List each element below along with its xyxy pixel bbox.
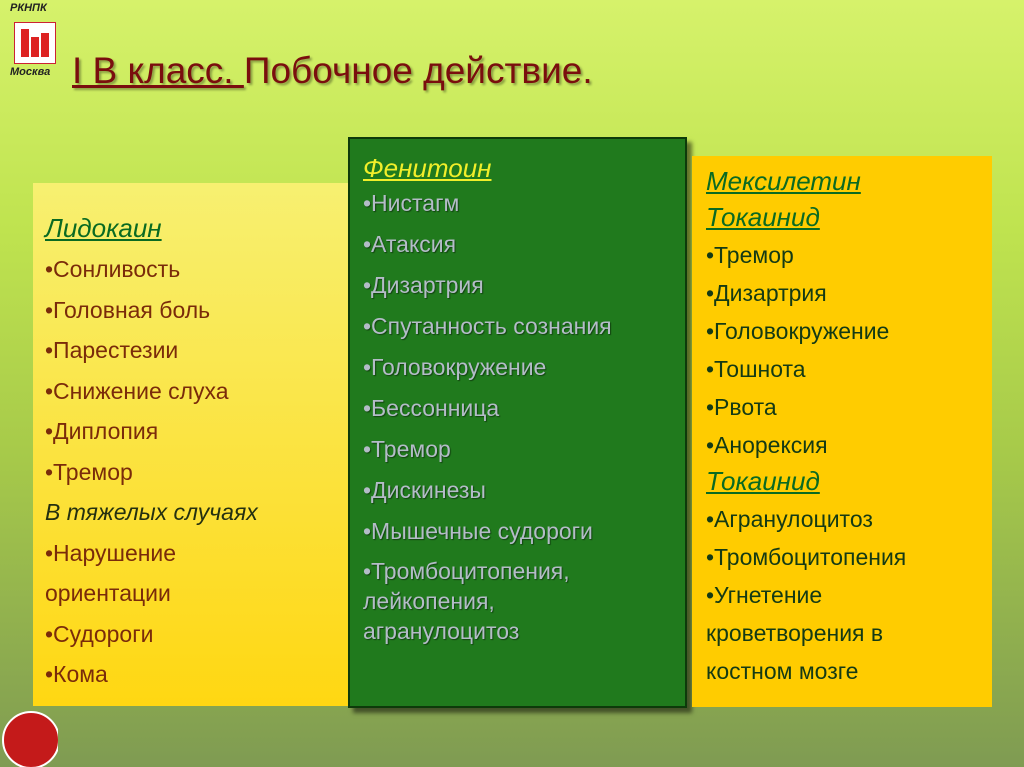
phenytoin-list xyxy=(363,183,685,646)
logo-bottom-text: Москва xyxy=(10,66,51,78)
lidocaine-panel xyxy=(33,183,351,706)
list-item: ориентации xyxy=(45,580,171,606)
list-item: •Парестезии xyxy=(45,337,179,363)
logo-mark xyxy=(14,22,56,64)
mexiletine-panel xyxy=(692,156,992,707)
list-item: •Тремор xyxy=(706,242,794,268)
list-item: •Диплопия xyxy=(45,418,159,444)
title-class: I В класс. xyxy=(72,50,244,91)
phenytoin-panel xyxy=(348,137,687,708)
list-item: •Атаксия xyxy=(363,231,457,257)
mexiletine-heading: Мексилетин xyxy=(706,166,861,196)
list-item: •Тремор xyxy=(45,458,133,485)
list-item: •Агранулоцитоз xyxy=(706,506,873,532)
list-item: •Тромбоцитопения xyxy=(706,544,907,570)
list-item: лейкопения, xyxy=(363,588,495,614)
list-item: агранулоцитоз xyxy=(363,618,520,644)
list-item: •Головокружение xyxy=(706,318,890,344)
list-item: •Нистагм xyxy=(363,190,460,216)
list-item: •Головная боль xyxy=(45,296,211,323)
list-item: •Дизартрия xyxy=(706,280,827,306)
list-item: кроветворения в xyxy=(706,620,884,646)
list-item: •Дизартрия xyxy=(363,272,484,298)
list-item: •Дискинезы xyxy=(363,477,486,503)
logo-bar xyxy=(21,29,29,57)
list-item: •Тромбоцитопения, xyxy=(363,558,570,584)
list-item: •Судороги xyxy=(45,620,154,647)
list-item: костном мозге xyxy=(706,658,859,684)
title-rest: Побочное действие. xyxy=(243,50,593,91)
list-item: •Рвота xyxy=(706,394,777,420)
logo-bar xyxy=(31,37,39,57)
society-seal-icon xyxy=(0,705,58,767)
logo-top-text: РКНПК xyxy=(10,2,47,14)
list-item: •Бессонница xyxy=(363,395,500,421)
list-item: •Спутанность сознания xyxy=(363,313,612,339)
seal-circle xyxy=(2,711,58,767)
lidocaine-heading: Лидокаин xyxy=(45,213,162,243)
list-item: •Угнетение xyxy=(706,582,823,608)
slide-title xyxy=(72,50,593,92)
list-item: •Сонливость xyxy=(45,256,181,282)
list-item: •Анорексия xyxy=(706,432,828,458)
tocainide-heading: Токаинид xyxy=(706,202,820,232)
list-item: •Мышечные судороги xyxy=(363,518,593,544)
lidocaine-list xyxy=(45,249,351,695)
list-item: •Кома xyxy=(45,661,108,687)
logo-bar xyxy=(41,33,49,57)
mexiletine-list xyxy=(706,236,992,464)
list-item: •Снижение слуха xyxy=(45,377,229,404)
phenytoin-heading: Фенитоин xyxy=(363,153,492,183)
list-item: •Головокружение xyxy=(363,354,547,380)
list-item: •Нарушение xyxy=(45,539,177,566)
rknpk-logo xyxy=(6,0,62,92)
severe-subheading: В тяжелых случаях xyxy=(45,499,258,525)
list-item: •Тошнота xyxy=(706,356,806,382)
tocainide-list xyxy=(706,500,992,690)
list-item: •Тремор xyxy=(363,436,451,462)
tocainide-heading-2: Токаинид xyxy=(706,466,820,496)
